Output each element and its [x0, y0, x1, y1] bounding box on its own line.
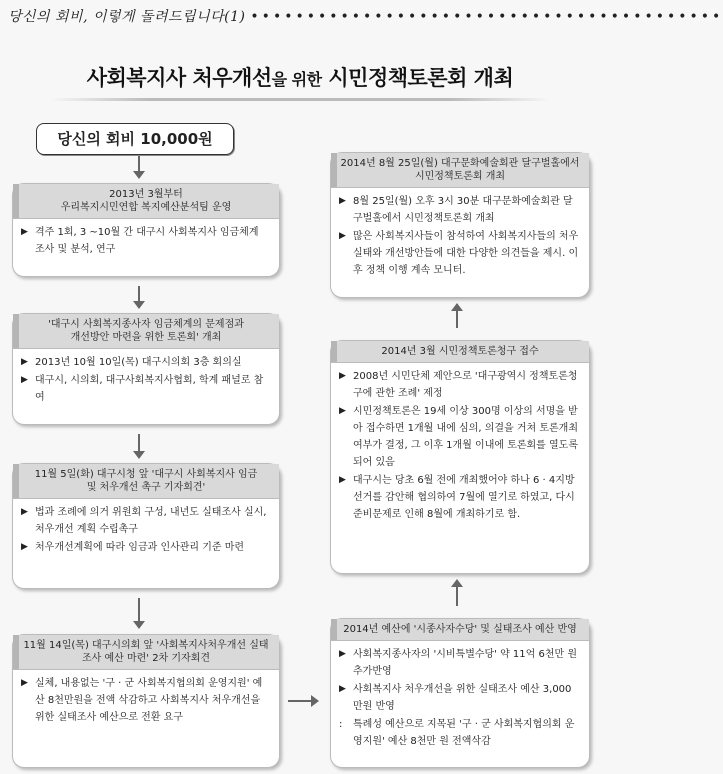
arrow-down-icon: [138, 434, 140, 452]
step-box-left-3: [12, 463, 280, 589]
bullet-arrow-icon: ▶: [21, 678, 28, 688]
bullet-text: 많은 사회복지사들이 참석하여 사회복지사들의 처우실태와 개선방안들에 대한 다양한 의견들을 제시. 이후 정책 이행 계속 모니터.: [353, 231, 579, 276]
bullet-arrow-icon: ▶: [21, 227, 28, 237]
page-title: [0, 62, 600, 92]
series-title: 당신의 회비, 이렇게 돌려드립니다(1): [8, 9, 246, 25]
title-part1: 사회복지사 처우개선: [86, 66, 272, 90]
bullet-text: 특례성 예산으로 지목된 '구 · 군 사회복지협의회 운영지원' 예산 8천만 원 전액삭감: [353, 719, 575, 747]
title-part3: 시민정책토론회 개최: [328, 66, 514, 90]
header-dots: ••••••••••••••••••••••••••••••••••••••••••: [250, 9, 723, 25]
cost-label: 당신의 회비 10,000원: [36, 123, 234, 155]
step-header: 2014년 예산에 '시종사자수당' 및 실태조사 예산 반영: [331, 619, 589, 641]
bullet-arrow-icon: ▶: [21, 357, 28, 367]
bullet-arrow-icon: ▶: [339, 475, 346, 485]
bullet-arrow-icon: ▶: [339, 371, 346, 381]
bullet-text: 대구시는 당초 6월 전에 개최했어야 하나 6 · 4지방선거를 감안해 협의하여 7월에 열기로 하였고, 다시 준비문제로 인해 8월에 개최하기로 함.: [353, 475, 575, 520]
arrow-up-icon: [456, 310, 458, 328]
arrow-down-icon: [138, 286, 140, 302]
bullet-arrow-icon: ▶: [21, 542, 28, 552]
title-underline: [50, 98, 550, 101]
arrow-down-icon: [138, 598, 140, 622]
bullet-text: 2008년 시민단체 제안으로 '대구광역시 정책토론청구에 관한 조례' 제정: [353, 371, 578, 399]
step-header: '대구시 사회복지종사자 임금체계의 문제점과 개선방안 마련을 위한 토론회' 개최: [13, 314, 279, 349]
title-part2: 을 위한: [271, 70, 322, 89]
bullet-arrow-icon: ▶: [21, 375, 28, 385]
list-item: [339, 681, 581, 715]
bullet-text: 처우개선계획에 따라 임금과 인사관리 기준 마련: [35, 542, 245, 553]
list-item: [339, 228, 581, 279]
list-item: [339, 472, 581, 523]
bullet-arrow-icon: ▶: [21, 507, 28, 517]
bullet-text: 대구시, 시의회, 대구사회복지사협회, 학계 패널로 참여: [35, 375, 264, 403]
bullet-text: 실체, 내용없는 '구 · 군 사회복지협의회 운영지원' 예산 8천만원을 전액 삭감하고 사회복지사 처우개선을 위한 실태조사 예산으로 전환 요구: [35, 678, 263, 723]
list-item: [339, 716, 581, 750]
step-box-left-1: [12, 183, 280, 277]
note-mark: :: [339, 719, 343, 730]
list-item: [339, 646, 581, 680]
arrow-up-icon: [456, 586, 458, 606]
step-header: 11월 5일(화) 대구시청 앞 '대구시 사회복지사 임금 및 처우개선 촉구 기자회견': [13, 464, 279, 499]
bullet-text: 8월 25일(월) 오후 3시 30분 대구문화예술회관 달구벌홀에서 시민정책토론회 개최: [353, 196, 573, 224]
step-header: 2014년 8월 25일(월) 대구문화예술회관 달구벌홀에서 시민정책토론회 개최: [331, 153, 589, 188]
bullet-text: 시민정책토론은 19세 이상 300명 이상의 서명을 받아 접수하면 1개월 내에 심의, 의결을 거쳐 토론개최여부가 결정, 그 이후 1개월 이내에 토론회를 열도록 되어 있음: [353, 406, 578, 468]
list-item: [21, 372, 271, 406]
step-header: 11월 14일(목) 대구시의회 앞 '사회복지사처우개선 실태 조사 예산 마련' 2차 기자회견: [13, 635, 279, 670]
list-item: [21, 675, 271, 726]
bullet-arrow-icon: ▶: [339, 196, 346, 206]
step-header: 2013년 3월부터 우리복지시민연합 복지예산분석팀 운영: [13, 184, 279, 219]
bullet-arrow-icon: ▶: [339, 649, 346, 659]
series-header: [8, 6, 723, 28]
bullet-text: 격주 1회, 3 ~10월 간 대구시 사회복지사 임금체계 조사 및 분석, 연구: [35, 227, 259, 255]
bullet-arrow-icon: ▶: [339, 406, 346, 416]
bullet-arrow-icon: ▶: [339, 684, 346, 694]
list-item: [21, 354, 271, 371]
list-item: [21, 224, 271, 258]
step-box-left-4: [12, 634, 280, 768]
step-box-right-2: [330, 340, 590, 574]
step-box-right-1: [330, 152, 590, 298]
bullet-text: 사회복지종사자의 '시비특별수당' 약 11억 6천만 원 추가반영: [353, 649, 578, 677]
step-box-left-2: [12, 313, 280, 425]
arrow-down-icon: [138, 156, 140, 172]
step-header: 2014년 3월 시민정책토론청구 접수: [331, 341, 589, 363]
bullet-text: 2013년 10월 10일(목) 대구시의회 3층 회의실: [35, 357, 242, 368]
step-box-right-3: [330, 618, 590, 768]
list-item: [339, 193, 581, 227]
list-item: [21, 539, 271, 556]
bullet-arrow-icon: ▶: [339, 231, 346, 241]
list-item: [339, 403, 581, 471]
bullet-text: 법과 조례에 의거 위원회 구성, 내년도 실태조사 실시, 처우개선 계획 수립촉구: [35, 507, 267, 535]
list-item: [21, 504, 271, 538]
arrow-right-icon: [288, 700, 312, 702]
list-item: [339, 368, 581, 402]
bullet-text: 사회복지사 처우개선을 위한 실태조사 예산 3,000만원 반영: [353, 684, 572, 712]
